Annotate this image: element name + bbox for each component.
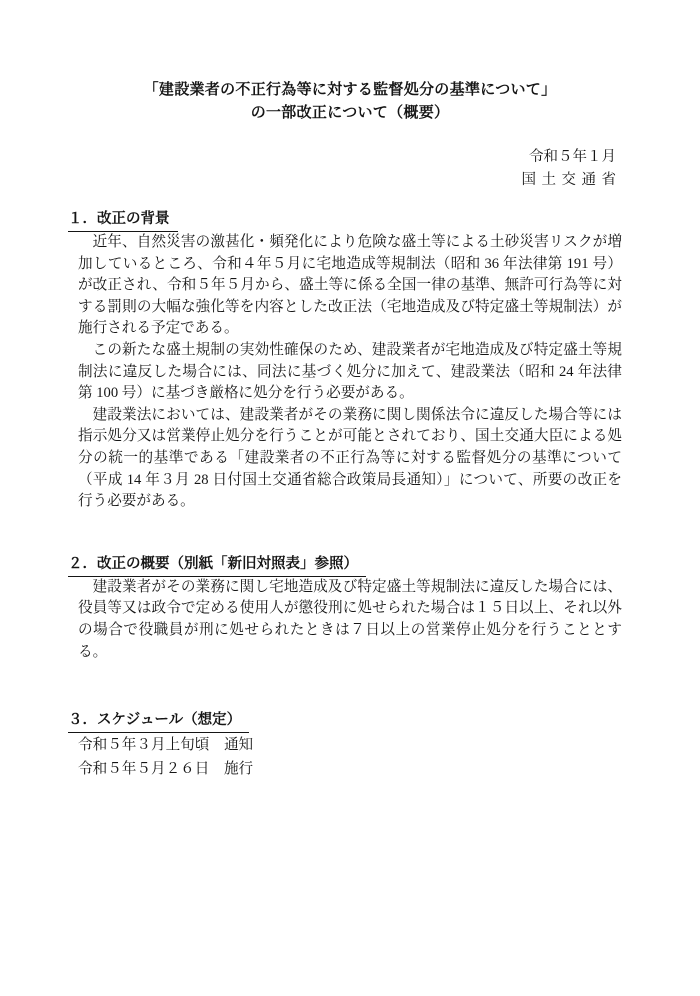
document-title-line-2: の一部改正について（概要） <box>250 104 450 121</box>
schedule-item-enforcement-date: 令和５年５月２６日 <box>78 760 210 777</box>
document-meta <box>78 146 622 192</box>
background-paragraph-3: 建設業法においては、建設業者がその業務に関し関係法令に違反した場合等には指示処分又は営業停止処分を行うことが可能とされており、国土交通大臣による処分の統一的基準である「建設業者の不正行為等に対する監督処分の基準について（平成 14 年３月 28 日付国土交通省総合政策局長通知）」について、所要の改正を行う必要がある。 <box>78 406 622 510</box>
background-paragraph-1: 近年、自然災害の激甚化・頻発化により危険な盛土等による土砂災害リスクが増加しているところ、令和４年５月に宅地造成等規制法（昭和 36 年法律第 191 号）が改正され、令和５年５月から、盛土等に係る全国一律の基準、無許可行為等に対する罰則の大幅な強化等を内容とした改正法（宅地造成及び特定盛土等規制法）が施行される予定である。 <box>78 234 622 337</box>
schedule-item-enforcement <box>78 758 622 782</box>
section-overview <box>68 553 622 663</box>
section-background <box>68 208 622 513</box>
document-organization: 国土交通省 <box>521 172 622 188</box>
section-schedule-heading: ３．スケジュール（想定） <box>68 709 622 733</box>
document-content <box>68 0 622 781</box>
document-title-line-1: 「建設業者の不正行為等に対する監督処分の基準について」 <box>143 81 557 98</box>
section-background-heading: １．改正の背景 <box>68 208 622 232</box>
schedule-item-notice-date: 令和５年３月上旬頃 <box>78 737 210 754</box>
section-schedule <box>68 709 622 781</box>
schedule-list <box>78 734 622 781</box>
schedule-item-notice <box>78 734 622 758</box>
document-title <box>78 78 622 124</box>
section-overview-heading: ２．改正の概要（別紙「新旧対照表」参照） <box>68 553 622 577</box>
background-paragraph-2: この新たな盛土規制の実効性確保のため、建設業者が宅地造成及び特定盛土等規制法に違反した場合には、同法に基づく処分に加えて、建設業法（昭和 24 年法律第 100 号）に基づき厳格に処分を行う必要がある。 <box>78 341 622 402</box>
schedule-item-notice-event: 通知 <box>223 737 254 754</box>
schedule-item-enforcement-event: 施行 <box>223 760 254 777</box>
overview-paragraph-1: 建設業者がその業務に関し宅地造成及び特定盛土等規制法に違反した場合には、役員等又は政令で定める使用人が懲役刑に処せられた場合は１５日以上、それ以外の場合で役職員が刑に処せられたときは７日以上の営業停止処分を行うこととする。 <box>78 578 622 660</box>
document-date: 令和５年１月 <box>529 149 616 165</box>
